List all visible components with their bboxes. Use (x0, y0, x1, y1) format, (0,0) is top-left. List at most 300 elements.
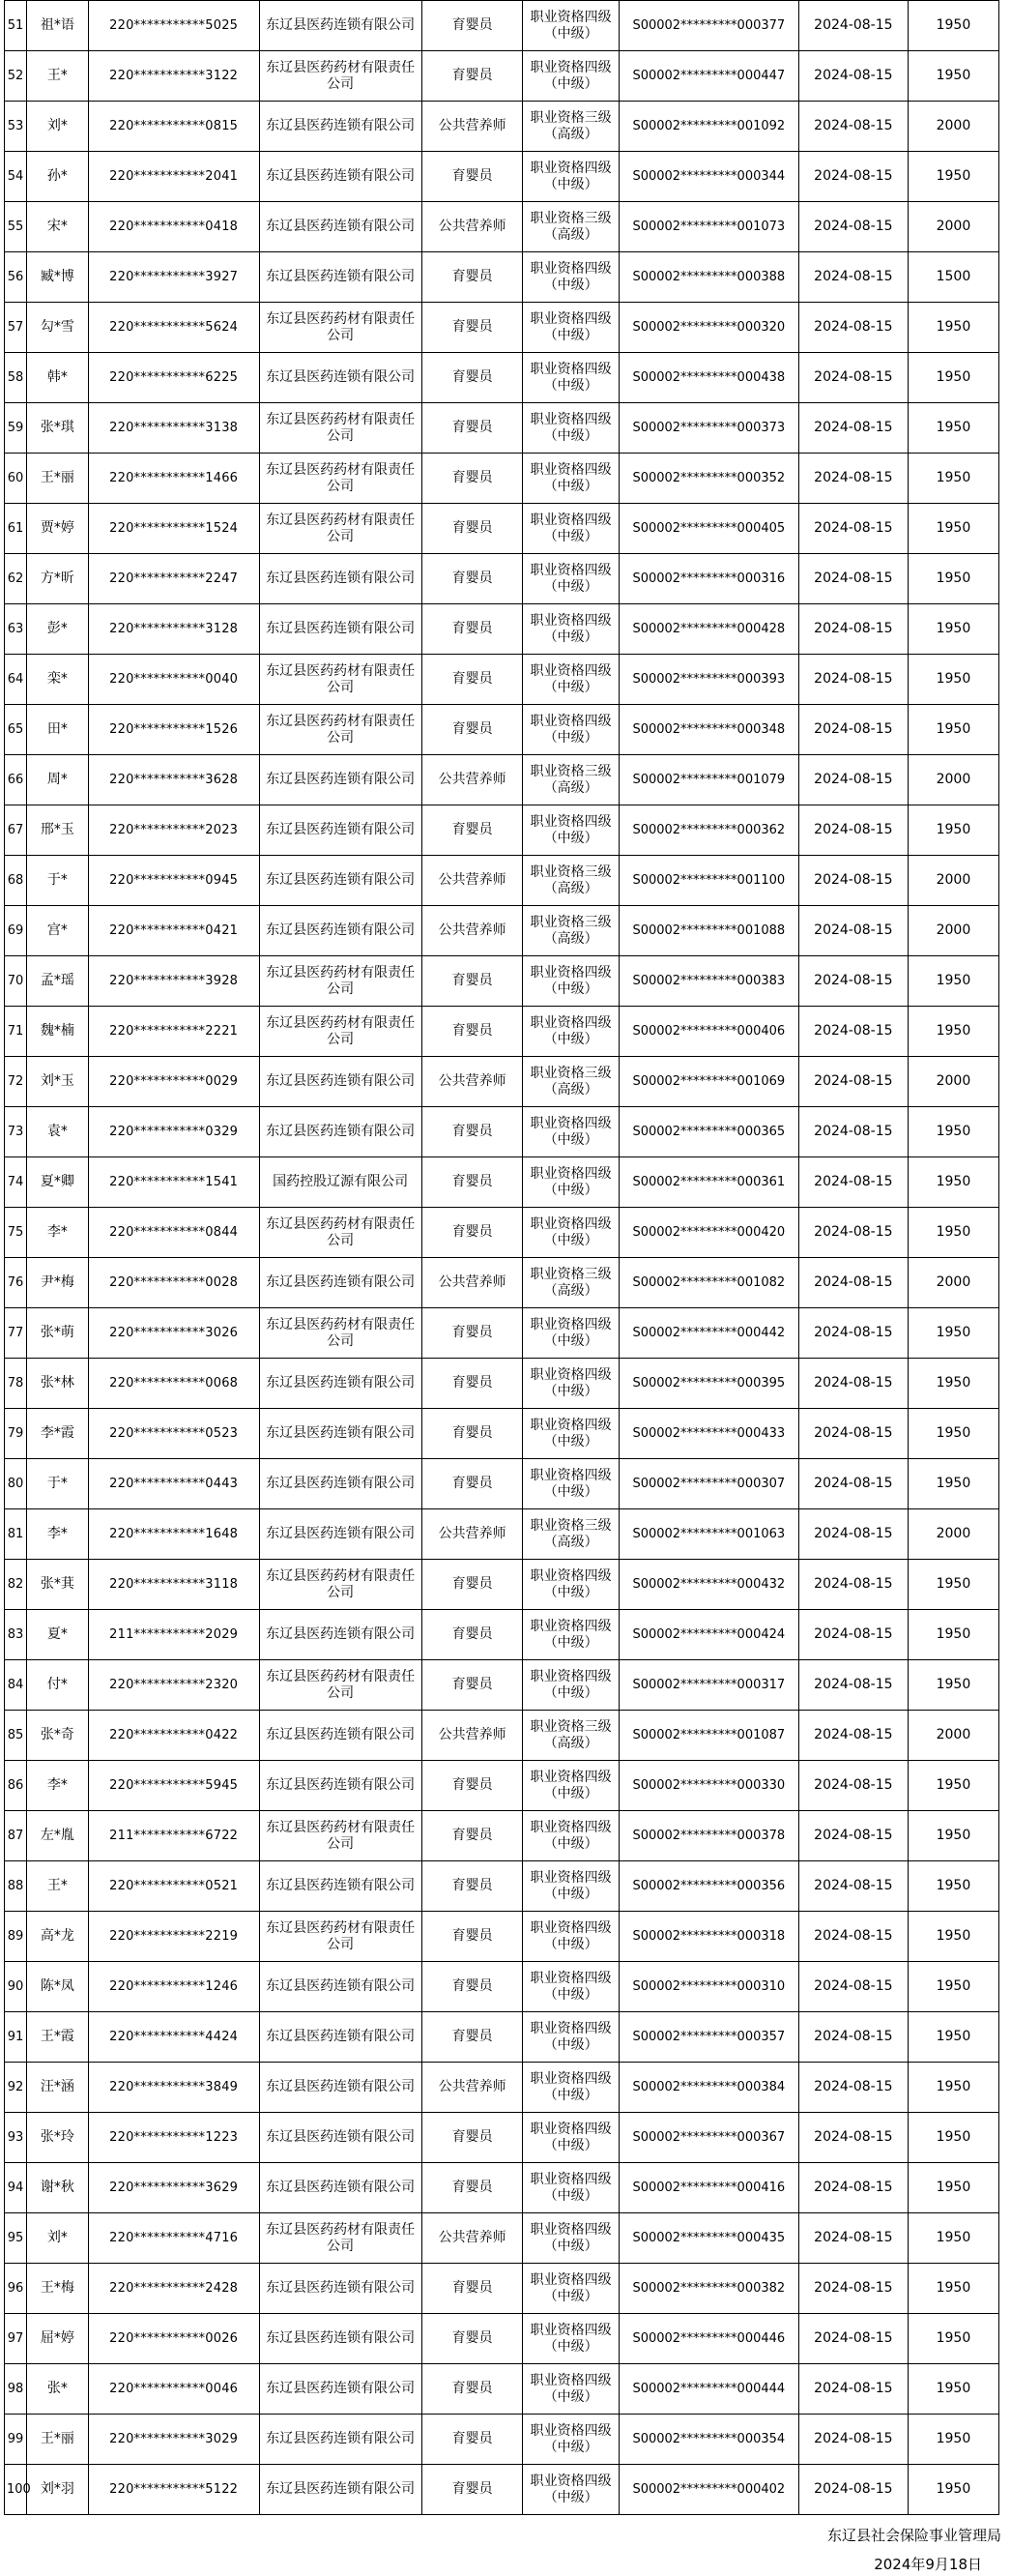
id-number: 220***********0815 (88, 102, 259, 152)
company-name: 东辽县医药连锁有限公司 (259, 2163, 421, 2213)
issue-date-cell: 2024-08-15 (798, 1208, 908, 1258)
subsidy-amount: 1950 (908, 1107, 998, 1157)
row-number: 53 (5, 102, 27, 152)
qualification-level: 职业资格四级（中级） (523, 454, 619, 504)
qualification-level: 职业资格四级（中级） (523, 956, 619, 1007)
certificate-number: S00002*********000377 (619, 1, 798, 51)
issue-date: 2024年9月18日 (874, 2556, 982, 2573)
id-number: 220***********1524 (88, 504, 259, 554)
row-number: 60 (5, 454, 27, 504)
issue-date-cell: 2024-08-15 (798, 2364, 908, 2415)
qualification-level: 职业资格三级（高级） (523, 856, 619, 906)
company-name: 东辽县医药连锁有限公司 (259, 1409, 421, 1459)
id-number: 220***********2041 (88, 152, 259, 202)
id-number: 220***********3128 (88, 604, 259, 655)
table-row (5, 1409, 999, 1459)
table-row (5, 856, 999, 906)
row-number: 99 (5, 2415, 27, 2465)
subsidy-amount: 1950 (908, 2314, 998, 2364)
certificate-number: S00002*********000316 (619, 554, 798, 604)
company-name: 东辽县医药药材有限责任公司 (259, 956, 421, 1007)
row-number: 61 (5, 504, 27, 554)
id-number: 220***********3928 (88, 956, 259, 1007)
id-number: 220***********3138 (88, 403, 259, 454)
occupation: 育婴员 (421, 1861, 523, 1912)
row-number: 84 (5, 1660, 27, 1711)
issue-date-cell: 2024-08-15 (798, 1107, 908, 1157)
issue-date-cell: 2024-08-15 (798, 1057, 908, 1107)
row-number: 57 (5, 303, 27, 353)
qualification-level: 职业资格四级（中级） (523, 1007, 619, 1057)
row-number: 86 (5, 1761, 27, 1811)
subsidy-amount: 1950 (908, 554, 998, 604)
id-number: 220***********2428 (88, 2264, 259, 2314)
issue-date-cell: 2024-08-15 (798, 2465, 908, 2515)
id-number: 220***********3026 (88, 1308, 259, 1359)
subsidy-amount: 1950 (908, 705, 998, 755)
company-name: 东辽县医药连锁有限公司 (259, 2063, 421, 2113)
occupation: 育婴员 (421, 51, 523, 102)
issue-date-cell: 2024-08-15 (798, 1861, 908, 1912)
occupation: 育婴员 (421, 956, 523, 1007)
id-number: 220***********0029 (88, 1057, 259, 1107)
issue-date-cell: 2024-08-15 (798, 2213, 908, 2264)
row-number: 73 (5, 1107, 27, 1157)
subsidy-amount: 1950 (908, 1560, 998, 1610)
subsidy-amount: 1950 (908, 655, 998, 705)
row-number: 96 (5, 2264, 27, 2314)
row-number: 55 (5, 202, 27, 252)
subsidy-amount: 2000 (908, 1509, 998, 1560)
issue-date-cell: 2024-08-15 (798, 2415, 908, 2465)
issue-date-cell: 2024-08-15 (798, 604, 908, 655)
person-name: 夏*卿 (27, 1157, 89, 1208)
row-number: 75 (5, 1208, 27, 1258)
person-name: 高*龙 (27, 1912, 89, 1962)
table-row (5, 2364, 999, 2415)
person-name: 汪*涵 (27, 2063, 89, 2113)
table-row (5, 152, 999, 202)
issue-date-cell: 2024-08-15 (798, 1157, 908, 1208)
qualification-level: 职业资格三级（高级） (523, 1711, 619, 1761)
certificate-number: S00002*********000405 (619, 504, 798, 554)
id-number: 220***********0046 (88, 2364, 259, 2415)
occupation: 育婴员 (421, 1, 523, 51)
table-row (5, 1308, 999, 1359)
company-name: 东辽县医药连锁有限公司 (259, 2415, 421, 2465)
qualification-level: 职业资格四级（中级） (523, 2063, 619, 2113)
qualification-level: 职业资格四级（中级） (523, 2314, 619, 2364)
subsidy-amount: 1950 (908, 1861, 998, 1912)
issue-date-cell: 2024-08-15 (798, 906, 908, 956)
company-name: 东辽县医药连锁有限公司 (259, 1057, 421, 1107)
id-number: 220***********2320 (88, 1660, 259, 1711)
row-number: 77 (5, 1308, 27, 1359)
subsidy-amount: 1950 (908, 2012, 998, 2063)
certificate-number: S00002*********000352 (619, 454, 798, 504)
table-row (5, 1711, 999, 1761)
qualification-level: 职业资格四级（中级） (523, 1761, 619, 1811)
qualification-level: 职业资格四级（中级） (523, 2364, 619, 2415)
person-name: 尹*梅 (27, 1258, 89, 1308)
company-name: 东辽县医药连锁有限公司 (259, 1962, 421, 2012)
row-number: 82 (5, 1560, 27, 1610)
occupation: 育婴员 (421, 1811, 523, 1861)
company-name: 东辽县医药药材有限责任公司 (259, 705, 421, 755)
certificate-number: S00002*********001088 (619, 906, 798, 956)
id-number: 220***********0040 (88, 655, 259, 705)
occupation: 育婴员 (421, 504, 523, 554)
id-number: 220***********5945 (88, 1761, 259, 1811)
company-name: 东辽县医药连锁有限公司 (259, 1359, 421, 1409)
certificate-number: S00002*********000393 (619, 655, 798, 705)
table-row (5, 1258, 999, 1308)
qualification-level: 职业资格四级（中级） (523, 152, 619, 202)
person-name: 张*萁 (27, 1560, 89, 1610)
company-name: 国药控股辽源有限公司 (259, 1157, 421, 1208)
occupation: 育婴员 (421, 2264, 523, 2314)
occupation: 公共营养师 (421, 102, 523, 152)
subsidy-amount: 1950 (908, 2264, 998, 2314)
person-name: 勾*雪 (27, 303, 89, 353)
issue-date-cell: 2024-08-15 (798, 353, 908, 403)
id-number: 220***********2221 (88, 1007, 259, 1057)
certificate-number: S00002*********000348 (619, 705, 798, 755)
person-name: 孙* (27, 152, 89, 202)
table-row (5, 2264, 999, 2314)
subsidy-amount: 1950 (908, 2213, 998, 2264)
table-row (5, 504, 999, 554)
company-name: 东辽县医药药材有限责任公司 (259, 1912, 421, 1962)
certificate-number: S00002*********000318 (619, 1912, 798, 1962)
row-number: 91 (5, 2012, 27, 2063)
subsidy-amount: 1950 (908, 1409, 998, 1459)
issue-date-cell: 2024-08-15 (798, 554, 908, 604)
subsidy-amount: 1950 (908, 1157, 998, 1208)
table-row (5, 2415, 999, 2465)
issue-date-cell: 2024-08-15 (798, 454, 908, 504)
occupation: 育婴员 (421, 1459, 523, 1509)
table-row (5, 1811, 999, 1861)
id-number: 220***********0026 (88, 2314, 259, 2364)
qualification-level: 职业资格三级（高级） (523, 1509, 619, 1560)
qualification-level: 职业资格四级（中级） (523, 2264, 619, 2314)
person-name: 陈*凤 (27, 1962, 89, 2012)
issue-date-cell: 2024-08-15 (798, 252, 908, 303)
issue-date-cell: 2024-08-15 (798, 1761, 908, 1811)
issue-date-cell: 2024-08-15 (798, 755, 908, 805)
id-number: 220***********0844 (88, 1208, 259, 1258)
certificate-number: S00002*********000424 (619, 1610, 798, 1660)
subsidy-amount: 1500 (908, 252, 998, 303)
company-name: 东辽县医药连锁有限公司 (259, 1459, 421, 1509)
person-name: 刘* (27, 2213, 89, 2264)
occupation: 育婴员 (421, 2465, 523, 2515)
occupation: 育婴员 (421, 1007, 523, 1057)
person-name: 方*昕 (27, 554, 89, 604)
issue-date-cell: 2024-08-15 (798, 1711, 908, 1761)
table-row (5, 1107, 999, 1157)
person-name: 夏* (27, 1610, 89, 1660)
subsidy-amount: 1950 (908, 956, 998, 1007)
id-number: 220***********5025 (88, 1, 259, 51)
id-number: 220***********0521 (88, 1861, 259, 1912)
issue-date-cell: 2024-08-15 (798, 655, 908, 705)
occupation: 育婴员 (421, 152, 523, 202)
issue-date-cell: 2024-08-15 (798, 1912, 908, 1962)
id-number: 220***********0329 (88, 1107, 259, 1157)
qualification-level: 职业资格四级（中级） (523, 1861, 619, 1912)
subsidy-amount: 1950 (908, 604, 998, 655)
certificate-number: S00002*********000378 (619, 1811, 798, 1861)
company-name: 东辽县医药连锁有限公司 (259, 2314, 421, 2364)
subsidy-amount: 1950 (908, 51, 998, 102)
subsidy-table (4, 0, 999, 2515)
issue-date-cell: 2024-08-15 (798, 2063, 908, 2113)
table-row (5, 2213, 999, 2264)
company-name: 东辽县医药药材有限责任公司 (259, 454, 421, 504)
person-name: 张*林 (27, 1359, 89, 1409)
row-number: 92 (5, 2063, 27, 2113)
issue-date-cell: 2024-08-15 (798, 1962, 908, 2012)
person-name: 李* (27, 1208, 89, 1258)
person-name: 王*丽 (27, 2415, 89, 2465)
issue-date-cell: 2024-08-15 (798, 504, 908, 554)
certificate-number: S00002*********000432 (619, 1560, 798, 1610)
certificate-number: S00002*********000330 (619, 1761, 798, 1811)
id-number: 220***********2219 (88, 1912, 259, 1962)
table-row (5, 252, 999, 303)
issuing-organization: 东辽县社会保险事业管理局 (826, 2527, 1001, 2544)
occupation: 育婴员 (421, 303, 523, 353)
certificate-number: S00002*********000446 (619, 2314, 798, 2364)
occupation: 育婴员 (421, 655, 523, 705)
issue-date-cell: 2024-08-15 (798, 1308, 908, 1359)
subsidy-amount: 1950 (908, 1761, 998, 1811)
id-number: 220***********2023 (88, 805, 259, 856)
issue-date-cell: 2024-08-15 (798, 102, 908, 152)
occupation: 育婴员 (421, 1660, 523, 1711)
occupation: 育婴员 (421, 805, 523, 856)
company-name: 东辽县医药连锁有限公司 (259, 604, 421, 655)
company-name: 东辽县医药药材有限责任公司 (259, 1560, 421, 1610)
row-number: 79 (5, 1409, 27, 1459)
company-name: 东辽县医药连锁有限公司 (259, 252, 421, 303)
company-name: 东辽县医药连锁有限公司 (259, 1258, 421, 1308)
issue-date-cell: 2024-08-15 (798, 805, 908, 856)
table-row (5, 906, 999, 956)
occupation: 育婴员 (421, 554, 523, 604)
subsidy-amount: 1950 (908, 1459, 998, 1509)
issue-date-cell: 2024-08-15 (798, 152, 908, 202)
table-row (5, 755, 999, 805)
occupation: 公共营养师 (421, 1057, 523, 1107)
issue-date-cell: 2024-08-15 (798, 1509, 908, 1560)
occupation: 育婴员 (421, 1962, 523, 2012)
table-row (5, 805, 999, 856)
certificate-number: S00002*********000428 (619, 604, 798, 655)
row-number: 58 (5, 353, 27, 403)
certificate-number: S00002*********000320 (619, 303, 798, 353)
row-number: 76 (5, 1258, 27, 1308)
certificate-number: S00002*********001092 (619, 102, 798, 152)
id-number: 220***********2247 (88, 554, 259, 604)
id-number: 220***********1541 (88, 1157, 259, 1208)
company-name: 东辽县医药连锁有限公司 (259, 1861, 421, 1912)
issue-date-cell: 2024-08-15 (798, 303, 908, 353)
id-number: 220***********1526 (88, 705, 259, 755)
id-number: 220***********1223 (88, 2113, 259, 2163)
qualification-level: 职业资格四级（中级） (523, 1962, 619, 2012)
person-name: 张*玲 (27, 2113, 89, 2163)
issue-date-cell: 2024-08-15 (798, 2264, 908, 2314)
qualification-level: 职业资格四级（中级） (523, 252, 619, 303)
id-number: 220***********3029 (88, 2415, 259, 2465)
person-name: 张*萌 (27, 1308, 89, 1359)
company-name: 东辽县医药连锁有限公司 (259, 152, 421, 202)
qualification-level: 职业资格四级（中级） (523, 1, 619, 51)
row-number: 94 (5, 2163, 27, 2213)
person-name: 魏*楠 (27, 1007, 89, 1057)
person-name: 李* (27, 1509, 89, 1560)
subsidy-amount: 2000 (908, 202, 998, 252)
person-name: 于* (27, 1459, 89, 1509)
certificate-number: S00002*********000307 (619, 1459, 798, 1509)
certificate-number: S00002*********000373 (619, 403, 798, 454)
certificate-number: S00002*********000388 (619, 252, 798, 303)
table-row (5, 1359, 999, 1409)
company-name: 东辽县医药连锁有限公司 (259, 2264, 421, 2314)
issue-date-cell: 2024-08-15 (798, 1409, 908, 1459)
certificate-number: S00002*********001100 (619, 856, 798, 906)
company-name: 东辽县医药药材有限责任公司 (259, 655, 421, 705)
row-number: 59 (5, 403, 27, 454)
qualification-level: 职业资格三级（高级） (523, 1258, 619, 1308)
qualification-level: 职业资格四级（中级） (523, 2163, 619, 2213)
subsidy-amount: 1950 (908, 2364, 998, 2415)
occupation: 育婴员 (421, 2012, 523, 2063)
row-number: 70 (5, 956, 27, 1007)
qualification-level: 职业资格四级（中级） (523, 2012, 619, 2063)
issue-date-cell: 2024-08-15 (798, 1660, 908, 1711)
subsidy-amount: 1950 (908, 1359, 998, 1409)
id-number: 220***********4716 (88, 2213, 259, 2264)
subsidy-amount: 1950 (908, 504, 998, 554)
subsidy-amount: 1950 (908, 1610, 998, 1660)
table-row (5, 454, 999, 504)
certificate-number: S00002*********000344 (619, 152, 798, 202)
company-name: 东辽县医药药材有限责任公司 (259, 403, 421, 454)
company-name: 东辽县医药连锁有限公司 (259, 2113, 421, 2163)
qualification-level: 职业资格四级（中级） (523, 2113, 619, 2163)
certificate-number: S00002*********000367 (619, 2113, 798, 2163)
occupation: 公共营养师 (421, 755, 523, 805)
person-name: 孟*瑶 (27, 956, 89, 1007)
company-name: 东辽县医药连锁有限公司 (259, 805, 421, 856)
row-number: 52 (5, 51, 27, 102)
row-number: 69 (5, 906, 27, 956)
company-name: 东辽县医药连锁有限公司 (259, 906, 421, 956)
occupation: 公共营养师 (421, 2063, 523, 2113)
occupation: 育婴员 (421, 353, 523, 403)
company-name: 东辽县医药连锁有限公司 (259, 1107, 421, 1157)
row-number: 90 (5, 1962, 27, 2012)
table-row (5, 1761, 999, 1811)
certificate-number: S00002*********000395 (619, 1359, 798, 1409)
person-name: 邢*玉 (27, 805, 89, 856)
qualification-level: 职业资格四级（中级） (523, 504, 619, 554)
table-row (5, 2163, 999, 2213)
row-number: 81 (5, 1509, 27, 1560)
subsidy-amount: 2000 (908, 1711, 998, 1761)
certificate-number: S00002*********001087 (619, 1711, 798, 1761)
subsidy-amount: 1950 (908, 1308, 998, 1359)
row-number: 89 (5, 1912, 27, 1962)
table-row (5, 202, 999, 252)
qualification-level: 职业资格四级（中级） (523, 303, 619, 353)
table-row (5, 2113, 999, 2163)
qualification-level: 职业资格四级（中级） (523, 1912, 619, 1962)
subsidy-amount: 1950 (908, 454, 998, 504)
issue-date-cell: 2024-08-15 (798, 2314, 908, 2364)
row-number: 95 (5, 2213, 27, 2264)
table-row (5, 1861, 999, 1912)
qualification-level: 职业资格四级（中级） (523, 1409, 619, 1459)
occupation: 育婴员 (421, 1912, 523, 1962)
table-row (5, 604, 999, 655)
company-name: 东辽县医药连锁有限公司 (259, 755, 421, 805)
certificate-number: S00002*********000444 (619, 2364, 798, 2415)
person-name: 臧*博 (27, 252, 89, 303)
occupation: 育婴员 (421, 1308, 523, 1359)
person-name: 栾* (27, 655, 89, 705)
certificate-number: S00002*********001073 (619, 202, 798, 252)
issue-date-cell: 2024-08-15 (798, 51, 908, 102)
qualification-level: 职业资格四级（中级） (523, 655, 619, 705)
issue-date-cell: 2024-08-15 (798, 1258, 908, 1308)
row-number: 71 (5, 1007, 27, 1057)
person-name: 左*胤 (27, 1811, 89, 1861)
table-row (5, 956, 999, 1007)
issue-date-cell: 2024-08-15 (798, 2012, 908, 2063)
certificate-number: S00002*********000420 (619, 1208, 798, 1258)
qualification-level: 职业资格三级（高级） (523, 755, 619, 805)
certificate-number: S00002*********001069 (619, 1057, 798, 1107)
certificate-number: S00002*********000438 (619, 353, 798, 403)
certificate-number: S00002*********001063 (619, 1509, 798, 1560)
person-name: 刘* (27, 102, 89, 152)
table-row (5, 2465, 999, 2515)
id-number: 220***********3629 (88, 2163, 259, 2213)
person-name: 屈*婷 (27, 2314, 89, 2364)
company-name: 东辽县医药连锁有限公司 (259, 1761, 421, 1811)
subsidy-amount: 1950 (908, 2113, 998, 2163)
occupation: 育婴员 (421, 1409, 523, 1459)
certificate-number: S00002*********000356 (619, 1861, 798, 1912)
company-name: 东辽县医药连锁有限公司 (259, 102, 421, 152)
person-name: 彭* (27, 604, 89, 655)
subsidy-amount: 1950 (908, 1660, 998, 1711)
company-name: 东辽县医药药材有限责任公司 (259, 1660, 421, 1711)
company-name: 东辽县医药药材有限责任公司 (259, 51, 421, 102)
issue-date-cell: 2024-08-15 (798, 705, 908, 755)
occupation: 育婴员 (421, 1208, 523, 1258)
company-name: 东辽县医药连锁有限公司 (259, 856, 421, 906)
certificate-number: S00002*********000384 (619, 2063, 798, 2113)
person-name: 李* (27, 1761, 89, 1811)
id-number: 220***********5624 (88, 303, 259, 353)
company-name: 东辽县医药连锁有限公司 (259, 2364, 421, 2415)
